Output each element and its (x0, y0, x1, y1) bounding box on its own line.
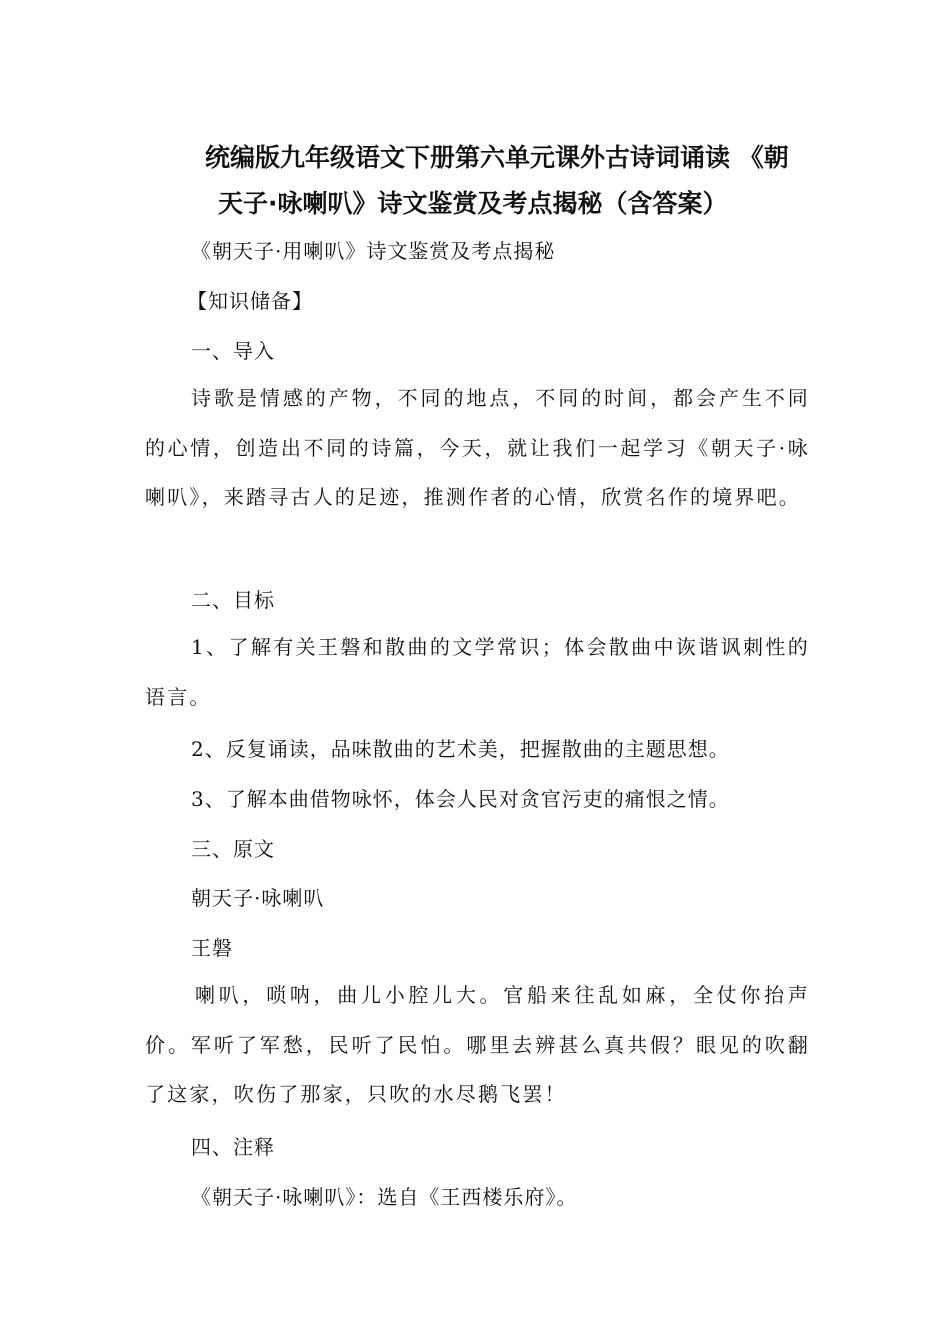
goal-item-2: 2、反复诵读，品味散曲的艺术美，把握散曲的主题思想。 (191, 737, 730, 761)
title-line-1: 统编版九年级语文下册第六单元课外古诗词诵读 《朝 (205, 143, 789, 172)
subtitle: 《朝天子·用喇叭》诗文鉴赏及考点揭秘 (191, 239, 556, 263)
poem-title: 朝天子·咏喇叭 (191, 886, 325, 910)
knowledge-heading: 【知识储备】 (187, 289, 313, 313)
intro-paragraph: 诗歌是情感的产物，不同的地点，不同的时间，都会产生不同的心情，创造出不同的诗篇，今天，就让我们一起学习《朝天子·咏喇叭》，来踏寻古人的足迹，推测作者的心情，欣赏名作的境界吧。 (145, 386, 810, 509)
goal-item-3: 3、了解本曲借物咏怀，体会人民对贪官污吏的痛恨之情。 (191, 787, 730, 811)
poem-author: 王磐 (191, 936, 233, 960)
section-heading-original: 三、原文 (191, 837, 275, 861)
section-heading-intro: 一、导入 (191, 339, 275, 363)
note-item-1: 《朝天子·咏喇叭》：选自《王西楼乐府》。 (191, 1185, 578, 1209)
poem-text: 喇叭，唢呐，曲儿小腔儿大。官船来往乱如麻，全仗你抬声价。军听了军愁，民听了民怕。哪里去辨甚么真共假？眼见的吹翻了这家，吹伤了那家，只吹的水尽鹅飞罢！ (145, 983, 810, 1106)
section-heading-goals: 二、目标 (191, 588, 275, 612)
title-line-2: 天子·咏喇叭》诗文鉴赏及考点揭秘（含答案） (218, 189, 728, 218)
goal-item-1: 1、了解有关王磐和散曲的文学常识；体会散曲中诙谐讽刺性的语言。 (145, 635, 810, 709)
section-heading-notes: 四、注释 (191, 1135, 275, 1159)
